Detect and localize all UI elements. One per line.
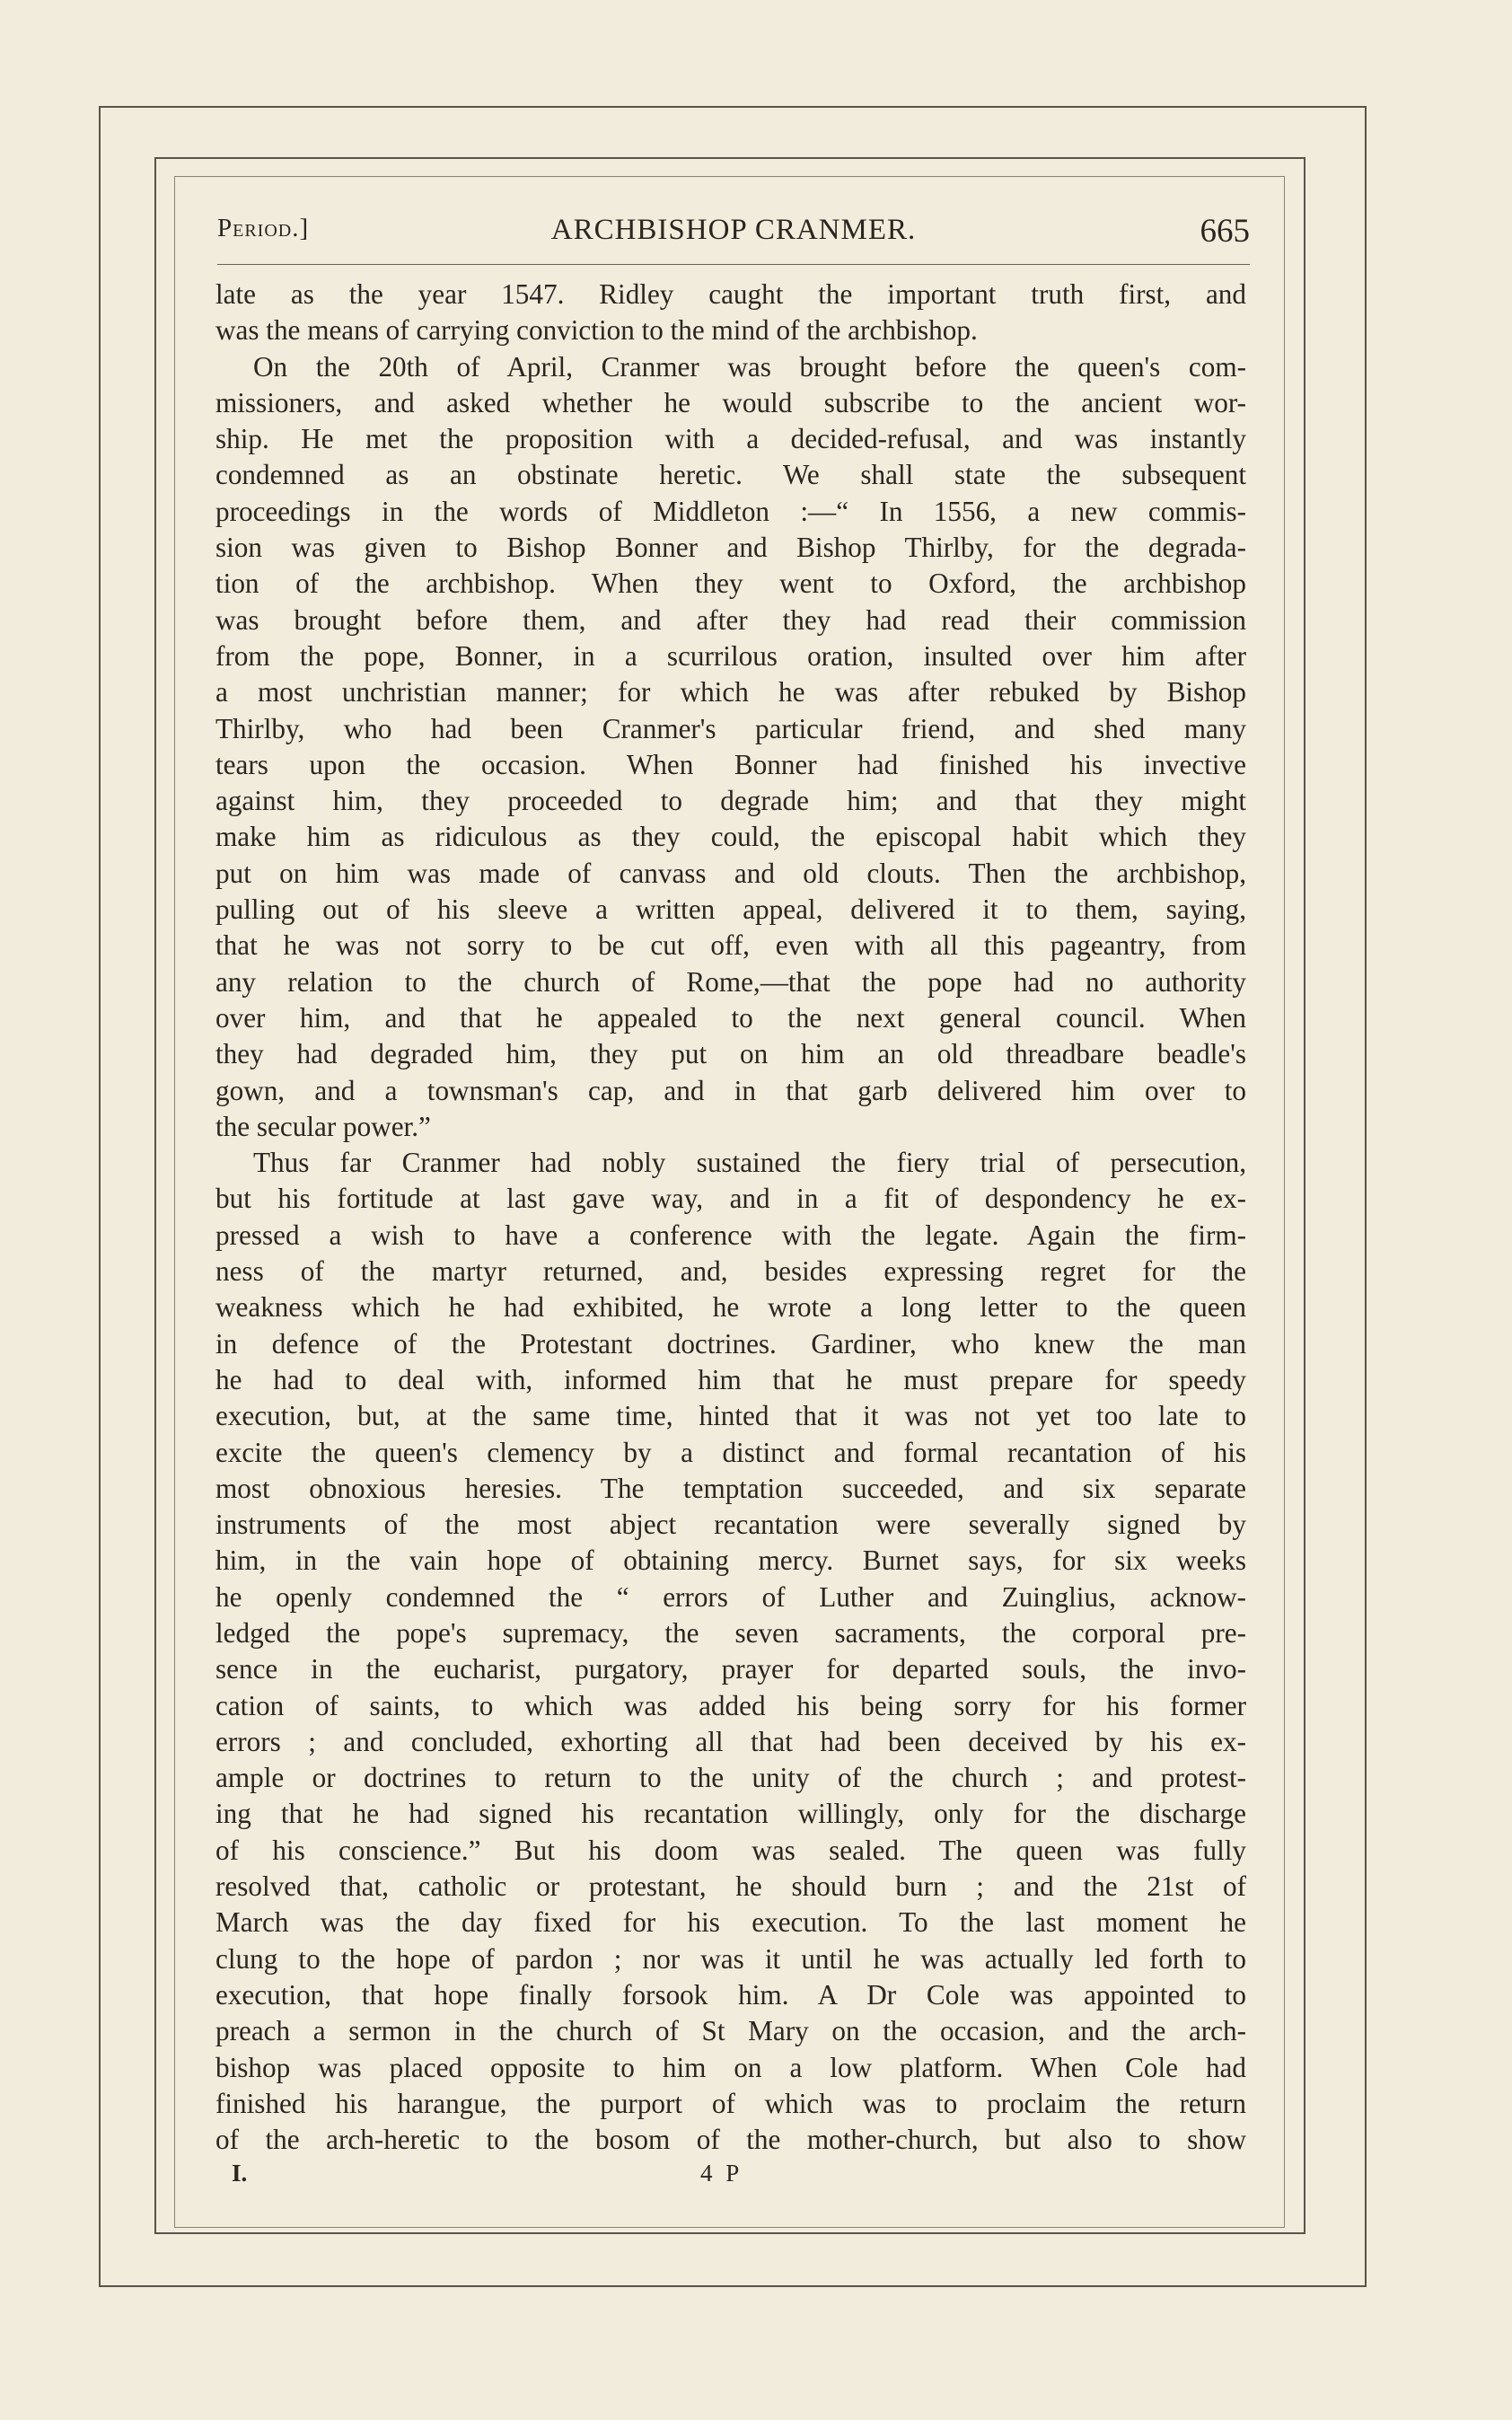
text-line: March was the day fixed for his execution. To the last moment he (215, 1906, 1246, 1939)
text-line: missioners, and asked whether he would subscribe to the ancient wor- (215, 386, 1246, 418)
text-line: clung to the hope of pardon ; nor was it until he was actually led forth to (215, 1942, 1246, 1975)
text-line: pressed a wish to have a conference with the legate. Again the firm- (215, 1219, 1246, 1251)
section-label: Period.] (217, 214, 310, 242)
text-line: a most unchristian manner; for which he was after rebuked by Bishop (215, 676, 1246, 708)
text-line: errors ; and concluded, exhorting all that had been deceived by his ex- (215, 1725, 1246, 1757)
text-line: was the means of carrying conviction to the mind of the archbishop. (215, 314, 978, 347)
text-line: in defence of the Protestant doctrines. Gardiner, who knew the man (215, 1327, 1246, 1360)
text-line: the secular power.” (215, 1110, 431, 1142)
text-line: excite the queen's clemency by a distinct and formal recantation of his (215, 1436, 1246, 1468)
text-line: preach a sermon in the church of St Mary on the occasion, and the arch- (215, 2015, 1246, 2047)
text-line: bishop was placed opposite to him on a low platform. When Cole had (215, 2051, 1246, 2083)
text-line: tears upon the occasion. When Bonner had finished his invective (215, 748, 1246, 780)
text-line: execution, but, at the same time, hinted that it was not yet too late to (215, 1400, 1246, 1432)
text-line: ledged the pope's supremacy, the seven sacraments, the corporal pre- (215, 1616, 1246, 1649)
text-line: late as the year 1547. Ridley caught the important truth first, and (215, 278, 1246, 310)
text-line: execution, that hope finally forsook him. A Dr Cole was appointed to (215, 1978, 1246, 2011)
text-line: ship. He met the proposition with a decided-refusal, and was instantly (215, 423, 1246, 455)
text-line: cation of saints, to which was added his being sorry for his former (215, 1689, 1246, 1721)
text-line: over him, and that he appealed to the next general council. When (215, 1001, 1246, 1034)
text-line: Thus far Cranmer had nobly sustained the fiery trial of persecution, (253, 1147, 1246, 1179)
text-line: but his fortitude at last gave way, and in a fit of despondency he ex- (215, 1183, 1246, 1215)
text-line: proceedings in the words of Middleton :—“ In 1556, a new commis- (215, 495, 1246, 527)
text-line: pulling out of his sleeve a written appeal, delivered it to them, saying, (215, 893, 1246, 926)
text-line: of his conscience.” But his doom was sealed. The queen was fully (215, 1834, 1246, 1866)
text-line: that he was not sorry to be cut off, even with all this pageantry, from (215, 929, 1246, 962)
text-line: against him, they proceeded to degrade him; and that they might (215, 785, 1246, 817)
text-line: of the arch-heretic to the bosom of the mother-church, but also to show (215, 2124, 1246, 2156)
text-line: ample or doctrines to return to the unity of the church ; and protest- (215, 1762, 1246, 1794)
page-number: 665 (1200, 213, 1250, 250)
text-line: instruments of the most abject recantation were severally signed by (215, 1509, 1246, 1541)
text-line: tion of the archbishop. When they went to Oxford, the archbishop (215, 568, 1246, 600)
text-line: condemned as an obstinate heretic. We shall state the subsequent (215, 459, 1246, 491)
text-line: put on him was made of canvass and old clouts. Then the archbishop, (215, 857, 1246, 889)
text-line: he openly condemned the “ errors of Luther and Zuinglius, acknow- (215, 1580, 1246, 1613)
text-line: most obnoxious heresies. The temptation succeeded, and six separate (215, 1472, 1246, 1504)
text-line: was brought before them, and after they had read their commission (215, 603, 1246, 636)
sheet-signature-mark: 4 P (700, 2160, 743, 2187)
text-line: On the 20th of April, Cranmer was brought before the queen's com- (253, 350, 1246, 383)
text-line: Thirlby, who had been Cranmer's particular friend, and shed many (215, 712, 1246, 744)
text-line: him, in the vain hope of obtaining mercy. Burnet says, for six weeks (215, 1544, 1246, 1577)
text-line: weakness which he had exhibited, he wrote a long letter to the queen (215, 1291, 1246, 1324)
text-line: sence in the eucharist, purgatory, prayer for departed souls, the invo- (215, 1653, 1246, 1685)
text-line: finished his harangue, the purport of which was to proclaim the return (215, 2087, 1246, 2119)
running-head (217, 208, 1250, 259)
body-text (215, 277, 1246, 2158)
text-line: sion was given to Bishop Bonner and Bishop Thirlby, for the degrada- (215, 532, 1246, 564)
text-line: from the pope, Bonner, in a scurrilous oration, insulted over him after (215, 639, 1246, 672)
text-line: ness of the martyr returned, and, besides expressing regret for the (215, 1255, 1246, 1288)
text-line: they had degraded him, they put on him an old threadbare beadle's (215, 1038, 1246, 1070)
volume-signature: I. (232, 2160, 248, 2187)
text-line: any relation to the church of Rome,—that the pope had no authority (215, 965, 1246, 998)
header-rule (217, 264, 1250, 265)
page-footer (232, 2160, 1246, 2196)
text-line: ing that he had signed his recantation willingly, only for the discharge (215, 1798, 1246, 1830)
text-line: he had to deal with, informed him that he must prepare for speedy (215, 1363, 1246, 1395)
text-line: gown, and a townsman's cap, and in that garb delivered him over to (215, 1074, 1246, 1106)
text-line: make him as ridiculous as they could, the episcopal habit which they (215, 821, 1246, 853)
text-line: resolved that, catholic or protestant, he should burn ; and the 21st of (215, 1870, 1246, 1903)
page-title: ARCHBISHOP CRANMER. (550, 214, 917, 246)
